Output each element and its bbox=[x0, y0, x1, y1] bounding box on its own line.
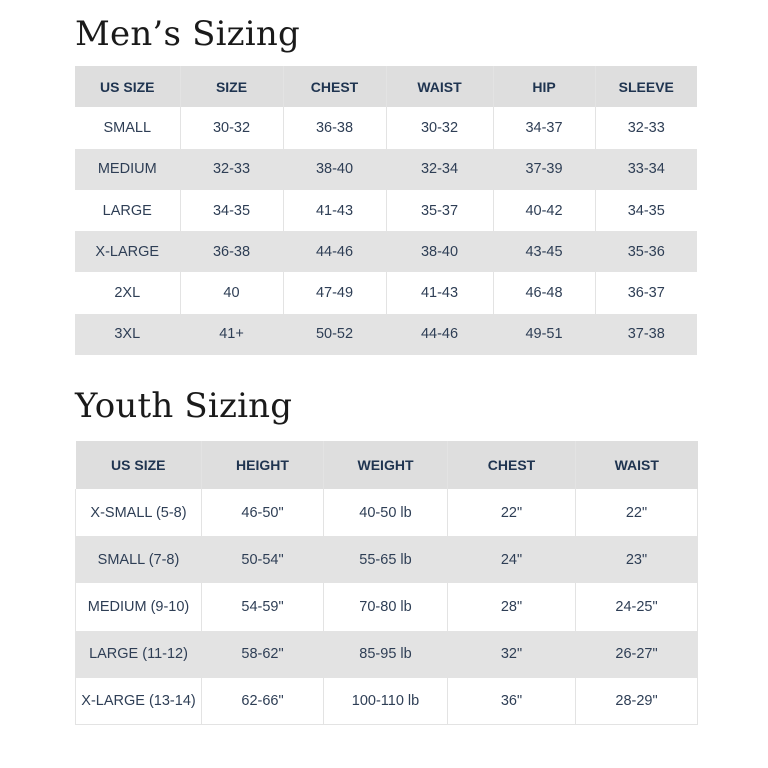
table-row bbox=[76, 678, 698, 725]
table-cell: 58-62" bbox=[202, 631, 324, 678]
table-cell: 36" bbox=[448, 678, 576, 725]
table-cell: 35-36 bbox=[595, 231, 697, 272]
table-cell: MEDIUM bbox=[75, 149, 180, 190]
table-cell: 70-80 lb bbox=[324, 583, 448, 630]
column-header-chest: CHEST bbox=[283, 66, 386, 107]
table-row bbox=[75, 190, 697, 231]
youth-sizing-title: Youth Sizing bbox=[75, 386, 293, 426]
table-cell: 28-29" bbox=[576, 678, 698, 725]
table-cell: 24-25" bbox=[576, 583, 698, 630]
table-cell: 54-59" bbox=[202, 583, 324, 630]
table-row bbox=[75, 314, 697, 355]
table-cell: 41+ bbox=[180, 314, 283, 355]
table-cell: 50-52 bbox=[283, 314, 386, 355]
column-header-waist: WAIST bbox=[386, 66, 493, 107]
table-row bbox=[76, 536, 698, 583]
table-cell: SMALL bbox=[75, 107, 180, 148]
table-cell: 40 bbox=[180, 272, 283, 313]
column-header-waist: WAIST bbox=[576, 441, 698, 489]
table-cell: 47-49 bbox=[283, 272, 386, 313]
table-header-row bbox=[75, 66, 697, 107]
table-cell: 22" bbox=[576, 489, 698, 536]
table-row bbox=[76, 489, 698, 536]
table-cell: LARGE (11-12) bbox=[76, 631, 202, 678]
mens-size-table bbox=[75, 66, 697, 355]
table-cell: 32" bbox=[448, 631, 576, 678]
table-cell: 85-95 lb bbox=[324, 631, 448, 678]
table-cell: X-SMALL (5-8) bbox=[76, 489, 202, 536]
table-cell: 38-40 bbox=[386, 231, 493, 272]
table-cell: 33-34 bbox=[595, 149, 697, 190]
table-cell: 46-48 bbox=[493, 272, 595, 313]
table-cell: 44-46 bbox=[283, 231, 386, 272]
table-cell: SMALL (7-8) bbox=[76, 536, 202, 583]
table-cell: 41-43 bbox=[386, 272, 493, 313]
table-cell: 24" bbox=[448, 536, 576, 583]
column-header-us-size: US SIZE bbox=[75, 66, 180, 107]
table-cell: 36-37 bbox=[595, 272, 697, 313]
table-cell: 37-39 bbox=[493, 149, 595, 190]
table-cell: 38-40 bbox=[283, 149, 386, 190]
table-cell: X-LARGE (13-14) bbox=[76, 678, 202, 725]
table-cell: 26-27" bbox=[576, 631, 698, 678]
table-cell: 40-42 bbox=[493, 190, 595, 231]
table-cell: LARGE bbox=[75, 190, 180, 231]
table-cell: 30-32 bbox=[386, 107, 493, 148]
column-header-size: SIZE bbox=[180, 66, 283, 107]
table-cell: 28" bbox=[448, 583, 576, 630]
table-row bbox=[75, 107, 697, 148]
youth-size-table bbox=[75, 441, 698, 725]
column-header-sleeve: SLEEVE bbox=[595, 66, 697, 107]
table-cell: 3XL bbox=[75, 314, 180, 355]
table-cell: 36-38 bbox=[283, 107, 386, 148]
table-cell: 23" bbox=[576, 536, 698, 583]
table-cell: 34-35 bbox=[180, 190, 283, 231]
table-cell: 49-51 bbox=[493, 314, 595, 355]
table-cell: 30-32 bbox=[180, 107, 283, 148]
column-header-hip: HIP bbox=[493, 66, 595, 107]
table-cell: 34-37 bbox=[493, 107, 595, 148]
table-cell: 62-66" bbox=[202, 678, 324, 725]
table-cell: 43-45 bbox=[493, 231, 595, 272]
table-cell: X-LARGE bbox=[75, 231, 180, 272]
table-row bbox=[76, 631, 698, 678]
table-cell: 22" bbox=[448, 489, 576, 536]
column-header-chest: CHEST bbox=[448, 441, 576, 489]
table-row bbox=[76, 583, 698, 630]
table-cell: 41-43 bbox=[283, 190, 386, 231]
table-cell: 32-34 bbox=[386, 149, 493, 190]
column-header-height: HEIGHT bbox=[202, 441, 324, 489]
table-cell: 100-110 lb bbox=[324, 678, 448, 725]
table-header-row bbox=[76, 441, 698, 489]
column-header-us-size: US SIZE bbox=[76, 441, 202, 489]
table-cell: MEDIUM (9-10) bbox=[76, 583, 202, 630]
table-cell: 36-38 bbox=[180, 231, 283, 272]
table-cell: 46-50" bbox=[202, 489, 324, 536]
table-row bbox=[75, 272, 697, 313]
table-cell: 40-50 lb bbox=[324, 489, 448, 536]
mens-sizing-title: Men’s Sizing bbox=[75, 14, 300, 54]
table-cell: 55-65 lb bbox=[324, 536, 448, 583]
table-cell: 35-37 bbox=[386, 190, 493, 231]
table-cell: 2XL bbox=[75, 272, 180, 313]
table-cell: 50-54" bbox=[202, 536, 324, 583]
table-cell: 34-35 bbox=[595, 190, 697, 231]
table-cell: 44-46 bbox=[386, 314, 493, 355]
table-row bbox=[75, 231, 697, 272]
table-cell: 32-33 bbox=[180, 149, 283, 190]
table-cell: 32-33 bbox=[595, 107, 697, 148]
table-row bbox=[75, 149, 697, 190]
table-cell: 37-38 bbox=[595, 314, 697, 355]
column-header-weight: WEIGHT bbox=[324, 441, 448, 489]
